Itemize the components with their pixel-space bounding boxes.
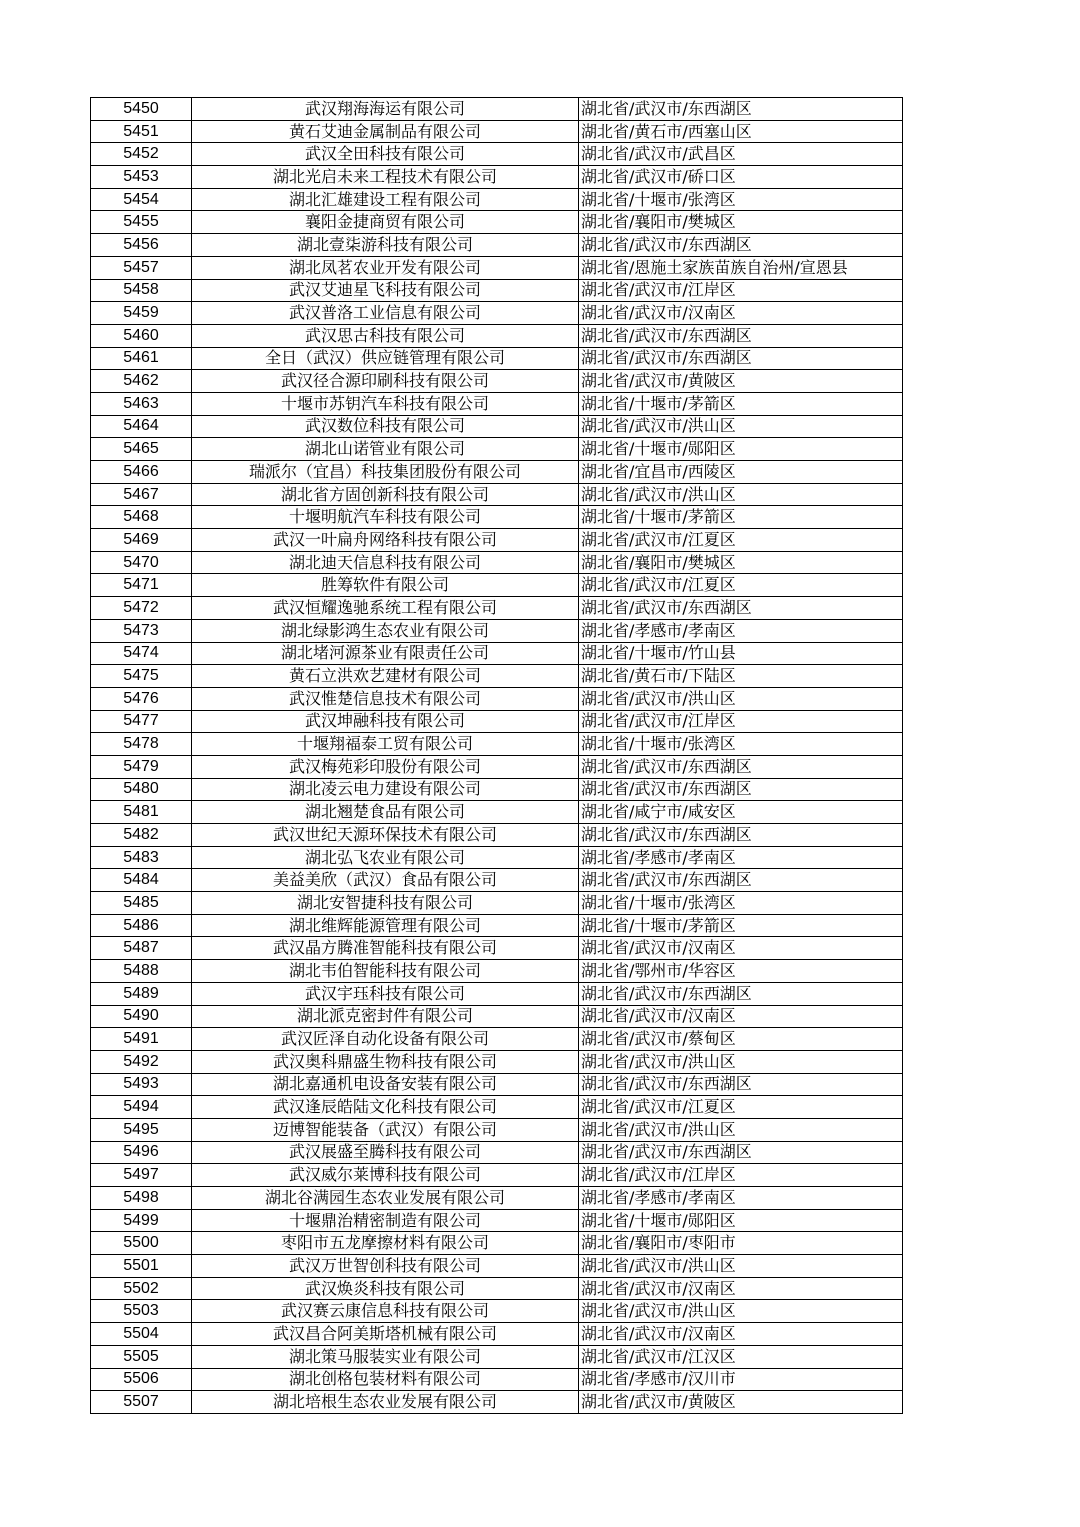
company-name-cell: 胜筹软件有限公司	[192, 574, 579, 597]
table-row	[91, 733, 903, 756]
region-cell: 湖北省/武汉市/黄陂区	[579, 1391, 903, 1414]
table-row	[91, 483, 903, 506]
table-row	[91, 869, 903, 892]
row-number-cell: 5457	[91, 256, 192, 279]
table-row	[91, 597, 903, 620]
table-row	[91, 1187, 903, 1210]
table-row	[91, 279, 903, 302]
row-number-cell: 5479	[91, 755, 192, 778]
table-row	[91, 1073, 903, 1096]
table-row	[91, 143, 903, 166]
table-row	[91, 392, 903, 415]
row-number-cell: 5501	[91, 1255, 192, 1278]
region-cell: 湖北省/武汉市/汉南区	[579, 1323, 903, 1346]
table-row	[91, 347, 903, 370]
row-number-cell: 5450	[91, 98, 192, 121]
company-name-cell: 武汉赛云康信息科技有限公司	[192, 1300, 579, 1323]
region-cell: 湖北省/武汉市/东西湖区	[579, 982, 903, 1005]
row-number-cell: 5484	[91, 869, 192, 892]
company-name-cell: 武汉世纪天源环保技术有限公司	[192, 824, 579, 847]
row-number-cell: 5503	[91, 1300, 192, 1323]
region-cell: 湖北省/武汉市/武昌区	[579, 143, 903, 166]
company-name-cell: 武汉数位科技有限公司	[192, 415, 579, 438]
table-row	[91, 166, 903, 189]
company-name-cell: 武汉宇珏科技有限公司	[192, 982, 579, 1005]
table-row	[91, 892, 903, 915]
table-row	[91, 1345, 903, 1368]
company-name-cell: 武汉惟楚信息技术有限公司	[192, 687, 579, 710]
row-number-cell: 5460	[91, 324, 192, 347]
company-name-cell: 武汉万世智创科技有限公司	[192, 1255, 579, 1278]
company-name-cell: 武汉匠泽自动化设备有限公司	[192, 1028, 579, 1051]
company-name-cell: 湖北韦伯智能科技有限公司	[192, 960, 579, 983]
company-name-cell: 武汉威尔莱博科技有限公司	[192, 1164, 579, 1187]
table-row	[91, 665, 903, 688]
company-name-cell: 美益美欣（武汉）食品有限公司	[192, 869, 579, 892]
company-name-cell: 武汉坤融科技有限公司	[192, 710, 579, 733]
company-name-cell: 武汉普洛工业信息有限公司	[192, 302, 579, 325]
company-name-cell: 湖北汇雄建设工程有限公司	[192, 188, 579, 211]
region-cell: 湖北省/武汉市/东西湖区	[579, 1073, 903, 1096]
company-name-cell: 湖北策马服装实业有限公司	[192, 1345, 579, 1368]
region-cell: 湖北省/武汉市/江岸区	[579, 1164, 903, 1187]
company-name-cell: 武汉昌合阿美斯塔机械有限公司	[192, 1323, 579, 1346]
region-cell: 湖北省/恩施土家族苗族自治州/宣恩县	[579, 256, 903, 279]
table-row	[91, 824, 903, 847]
table-row	[91, 755, 903, 778]
region-cell: 湖北省/武汉市/洪山区	[579, 415, 903, 438]
company-name-cell: 武汉全田科技有限公司	[192, 143, 579, 166]
region-cell: 湖北省/武汉市/东西湖区	[579, 1141, 903, 1164]
region-cell: 湖北省/孝感市/汉川市	[579, 1368, 903, 1391]
row-number-cell: 5488	[91, 960, 192, 983]
table-row	[91, 1164, 903, 1187]
row-number-cell: 5455	[91, 211, 192, 234]
row-number-cell: 5481	[91, 801, 192, 824]
region-cell: 湖北省/武汉市/东西湖区	[579, 347, 903, 370]
row-number-cell: 5496	[91, 1141, 192, 1164]
region-cell: 湖北省/武汉市/东西湖区	[579, 755, 903, 778]
table-row	[91, 574, 903, 597]
region-cell: 湖北省/武汉市/洪山区	[579, 687, 903, 710]
region-cell: 湖北省/武汉市/江夏区	[579, 529, 903, 552]
region-cell: 湖北省/武汉市/黄陂区	[579, 370, 903, 393]
company-name-cell: 武汉焕炎科技有限公司	[192, 1277, 579, 1300]
company-name-cell: 武汉艾迪星飞科技有限公司	[192, 279, 579, 302]
row-number-cell: 5459	[91, 302, 192, 325]
row-number-cell: 5489	[91, 982, 192, 1005]
region-cell: 湖北省/十堰市/郧阳区	[579, 1209, 903, 1232]
region-cell: 湖北省/孝感市/孝南区	[579, 846, 903, 869]
row-number-cell: 5458	[91, 279, 192, 302]
row-number-cell: 5472	[91, 597, 192, 620]
region-cell: 湖北省/武汉市/汉南区	[579, 1005, 903, 1028]
company-name-cell: 湖北安智捷科技有限公司	[192, 892, 579, 915]
table-row	[91, 370, 903, 393]
region-cell: 湖北省/武汉市/东西湖区	[579, 234, 903, 257]
region-cell: 湖北省/十堰市/张湾区	[579, 188, 903, 211]
company-name-cell: 武汉晶方腾准智能科技有限公司	[192, 937, 579, 960]
row-number-cell: 5492	[91, 1050, 192, 1073]
company-name-cell: 湖北维辉能源管理有限公司	[192, 914, 579, 937]
table-row	[91, 710, 903, 733]
row-number-cell: 5470	[91, 551, 192, 574]
table-row	[91, 120, 903, 143]
region-cell: 湖北省/襄阳市/樊城区	[579, 551, 903, 574]
company-name-cell: 武汉径合源印刷科技有限公司	[192, 370, 579, 393]
region-cell: 湖北省/孝感市/孝南区	[579, 1187, 903, 1210]
company-name-cell: 武汉翔海海运有限公司	[192, 98, 579, 121]
table-row	[91, 1028, 903, 1051]
row-number-cell: 5498	[91, 1187, 192, 1210]
table-row	[91, 914, 903, 937]
company-name-cell: 湖北凤茗农业开发有限公司	[192, 256, 579, 279]
company-name-cell: 湖北绿影鸿生态农业有限公司	[192, 619, 579, 642]
company-name-cell: 湖北弘飞农业有限公司	[192, 846, 579, 869]
region-cell: 湖北省/武汉市/东西湖区	[579, 98, 903, 121]
row-number-cell: 5505	[91, 1345, 192, 1368]
region-cell: 湖北省/武汉市/汉南区	[579, 302, 903, 325]
table-row	[91, 551, 903, 574]
table-row	[91, 234, 903, 257]
company-name-cell: 湖北凌云电力建设有限公司	[192, 778, 579, 801]
region-cell: 湖北省/武汉市/东西湖区	[579, 778, 903, 801]
region-cell: 湖北省/襄阳市/樊城区	[579, 211, 903, 234]
row-number-cell: 5464	[91, 415, 192, 438]
row-number-cell: 5452	[91, 143, 192, 166]
company-name-cell: 武汉奥科鼎盛生物科技有限公司	[192, 1050, 579, 1073]
region-cell: 湖北省/武汉市/江岸区	[579, 279, 903, 302]
region-cell: 湖北省/襄阳市/枣阳市	[579, 1232, 903, 1255]
table-row	[91, 1300, 903, 1323]
row-number-cell: 5499	[91, 1209, 192, 1232]
row-number-cell: 5487	[91, 937, 192, 960]
table-row	[91, 1096, 903, 1119]
row-number-cell: 5453	[91, 166, 192, 189]
company-name-cell: 黄石立洪欢艺建材有限公司	[192, 665, 579, 688]
row-number-cell: 5468	[91, 506, 192, 529]
company-name-cell: 湖北嘉通机电设备安装有限公司	[192, 1073, 579, 1096]
row-number-cell: 5486	[91, 914, 192, 937]
row-number-cell: 5463	[91, 392, 192, 415]
table-row	[91, 438, 903, 461]
table-row	[91, 188, 903, 211]
table-row	[91, 801, 903, 824]
row-number-cell: 5471	[91, 574, 192, 597]
row-number-cell: 5483	[91, 846, 192, 869]
company-name-cell: 湖北培根生态农业发展有限公司	[192, 1391, 579, 1414]
company-name-cell: 十堰明航汽车科技有限公司	[192, 506, 579, 529]
table-row	[91, 1050, 903, 1073]
region-cell: 湖北省/武汉市/洪山区	[579, 1300, 903, 1323]
table-row	[91, 687, 903, 710]
region-cell: 湖北省/武汉市/江夏区	[579, 574, 903, 597]
table-row	[91, 506, 903, 529]
row-number-cell: 5474	[91, 642, 192, 665]
company-name-cell: 全日（武汉）供应链管理有限公司	[192, 347, 579, 370]
row-number-cell: 5473	[91, 619, 192, 642]
table-row	[91, 1005, 903, 1028]
row-number-cell: 5497	[91, 1164, 192, 1187]
table-row	[91, 256, 903, 279]
table-row	[91, 619, 903, 642]
table-row	[91, 846, 903, 869]
table-row	[91, 302, 903, 325]
company-name-cell: 武汉恒耀逸驰系统工程有限公司	[192, 597, 579, 620]
company-name-cell: 湖北山诺管业有限公司	[192, 438, 579, 461]
region-cell: 湖北省/鄂州市/华容区	[579, 960, 903, 983]
row-number-cell: 5476	[91, 687, 192, 710]
row-number-cell: 5462	[91, 370, 192, 393]
table-row	[91, 937, 903, 960]
row-number-cell: 5454	[91, 188, 192, 211]
table-row	[91, 642, 903, 665]
row-number-cell: 5494	[91, 1096, 192, 1119]
table-row	[91, 982, 903, 1005]
region-cell: 湖北省/武汉市/汉南区	[579, 1277, 903, 1300]
region-cell: 湖北省/武汉市/硚口区	[579, 166, 903, 189]
region-cell: 湖北省/武汉市/东西湖区	[579, 824, 903, 847]
row-number-cell: 5502	[91, 1277, 192, 1300]
table-row	[91, 960, 903, 983]
row-number-cell: 5485	[91, 892, 192, 915]
company-name-cell: 湖北派克密封件有限公司	[192, 1005, 579, 1028]
row-number-cell: 5451	[91, 120, 192, 143]
region-cell: 湖北省/十堰市/张湾区	[579, 892, 903, 915]
table-row	[91, 211, 903, 234]
row-number-cell: 5500	[91, 1232, 192, 1255]
table-body	[91, 98, 903, 1414]
row-number-cell: 5507	[91, 1391, 192, 1414]
company-name-cell: 黄石艾迪金属制品有限公司	[192, 120, 579, 143]
table-row	[91, 1232, 903, 1255]
company-list-table	[90, 97, 903, 1414]
row-number-cell: 5506	[91, 1368, 192, 1391]
table-row	[91, 324, 903, 347]
row-number-cell: 5467	[91, 483, 192, 506]
company-name-cell: 湖北省方固创新科技有限公司	[192, 483, 579, 506]
company-name-cell: 武汉梅苑彩印股份有限公司	[192, 755, 579, 778]
company-name-cell: 迈博智能装备（武汉）有限公司	[192, 1118, 579, 1141]
company-name-cell: 十堰鼎治精密制造有限公司	[192, 1209, 579, 1232]
table-row	[91, 1391, 903, 1414]
region-cell: 湖北省/十堰市/茅箭区	[579, 506, 903, 529]
table-row	[91, 1118, 903, 1141]
table-row	[91, 1209, 903, 1232]
row-number-cell: 5461	[91, 347, 192, 370]
region-cell: 湖北省/十堰市/茅箭区	[579, 392, 903, 415]
row-number-cell: 5504	[91, 1323, 192, 1346]
region-cell: 湖北省/武汉市/洪山区	[579, 483, 903, 506]
table-row	[91, 98, 903, 121]
table-row	[91, 1255, 903, 1278]
company-name-cell: 十堰市苏钥汽车科技有限公司	[192, 392, 579, 415]
company-name-cell: 十堰翔福泰工贸有限公司	[192, 733, 579, 756]
region-cell: 湖北省/武汉市/洪山区	[579, 1118, 903, 1141]
table-row	[91, 1323, 903, 1346]
company-name-cell: 湖北迪天信息科技有限公司	[192, 551, 579, 574]
company-name-cell: 湖北谷满园生态农业发展有限公司	[192, 1187, 579, 1210]
company-name-cell: 湖北堵河源茶业有限责任公司	[192, 642, 579, 665]
table-row	[91, 415, 903, 438]
row-number-cell: 5475	[91, 665, 192, 688]
table-row	[91, 1368, 903, 1391]
table-row	[91, 778, 903, 801]
company-name-cell: 湖北创格包装材料有限公司	[192, 1368, 579, 1391]
row-number-cell: 5491	[91, 1028, 192, 1051]
row-number-cell: 5493	[91, 1073, 192, 1096]
company-name-cell: 武汉思古科技有限公司	[192, 324, 579, 347]
row-number-cell: 5478	[91, 733, 192, 756]
company-name-cell: 武汉展盛至腾科技有限公司	[192, 1141, 579, 1164]
row-number-cell: 5480	[91, 778, 192, 801]
region-cell: 湖北省/武汉市/江汉区	[579, 1345, 903, 1368]
company-name-cell: 湖北翘楚食品有限公司	[192, 801, 579, 824]
table-row	[91, 461, 903, 484]
region-cell: 湖北省/武汉市/东西湖区	[579, 324, 903, 347]
region-cell: 湖北省/武汉市/汉南区	[579, 937, 903, 960]
table-row	[91, 529, 903, 552]
region-cell: 湖北省/武汉市/洪山区	[579, 1255, 903, 1278]
table-row	[91, 1141, 903, 1164]
company-name-cell: 湖北光启未来工程技术有限公司	[192, 166, 579, 189]
region-cell: 湖北省/武汉市/东西湖区	[579, 597, 903, 620]
region-cell: 湖北省/咸宁市/咸安区	[579, 801, 903, 824]
region-cell: 湖北省/武汉市/江夏区	[579, 1096, 903, 1119]
row-number-cell: 5477	[91, 710, 192, 733]
row-number-cell: 5482	[91, 824, 192, 847]
row-number-cell: 5490	[91, 1005, 192, 1028]
company-name-cell: 瑞派尔（宜昌）科技集团股份有限公司	[192, 461, 579, 484]
row-number-cell: 5466	[91, 461, 192, 484]
region-cell: 湖北省/十堰市/张湾区	[579, 733, 903, 756]
row-number-cell: 5465	[91, 438, 192, 461]
region-cell: 湖北省/武汉市/洪山区	[579, 1050, 903, 1073]
region-cell: 湖北省/武汉市/东西湖区	[579, 869, 903, 892]
region-cell: 湖北省/十堰市/郧阳区	[579, 438, 903, 461]
region-cell: 湖北省/十堰市/茅箭区	[579, 914, 903, 937]
row-number-cell: 5456	[91, 234, 192, 257]
company-name-cell: 湖北壹柒游科技有限公司	[192, 234, 579, 257]
company-name-cell: 武汉逢辰皓陆文化科技有限公司	[192, 1096, 579, 1119]
row-number-cell: 5469	[91, 529, 192, 552]
row-number-cell: 5495	[91, 1118, 192, 1141]
region-cell: 湖北省/黄石市/下陆区	[579, 665, 903, 688]
table-row	[91, 1277, 903, 1300]
region-cell: 湖北省/黄石市/西塞山区	[579, 120, 903, 143]
region-cell: 湖北省/宜昌市/西陵区	[579, 461, 903, 484]
region-cell: 湖北省/十堰市/竹山县	[579, 642, 903, 665]
region-cell: 湖北省/孝感市/孝南区	[579, 619, 903, 642]
company-name-cell: 枣阳市五龙摩擦材料有限公司	[192, 1232, 579, 1255]
company-name-cell: 襄阳金捷商贸有限公司	[192, 211, 579, 234]
company-name-cell: 武汉一叶扁舟网络科技有限公司	[192, 529, 579, 552]
region-cell: 湖北省/武汉市/江岸区	[579, 710, 903, 733]
region-cell: 湖北省/武汉市/蔡甸区	[579, 1028, 903, 1051]
